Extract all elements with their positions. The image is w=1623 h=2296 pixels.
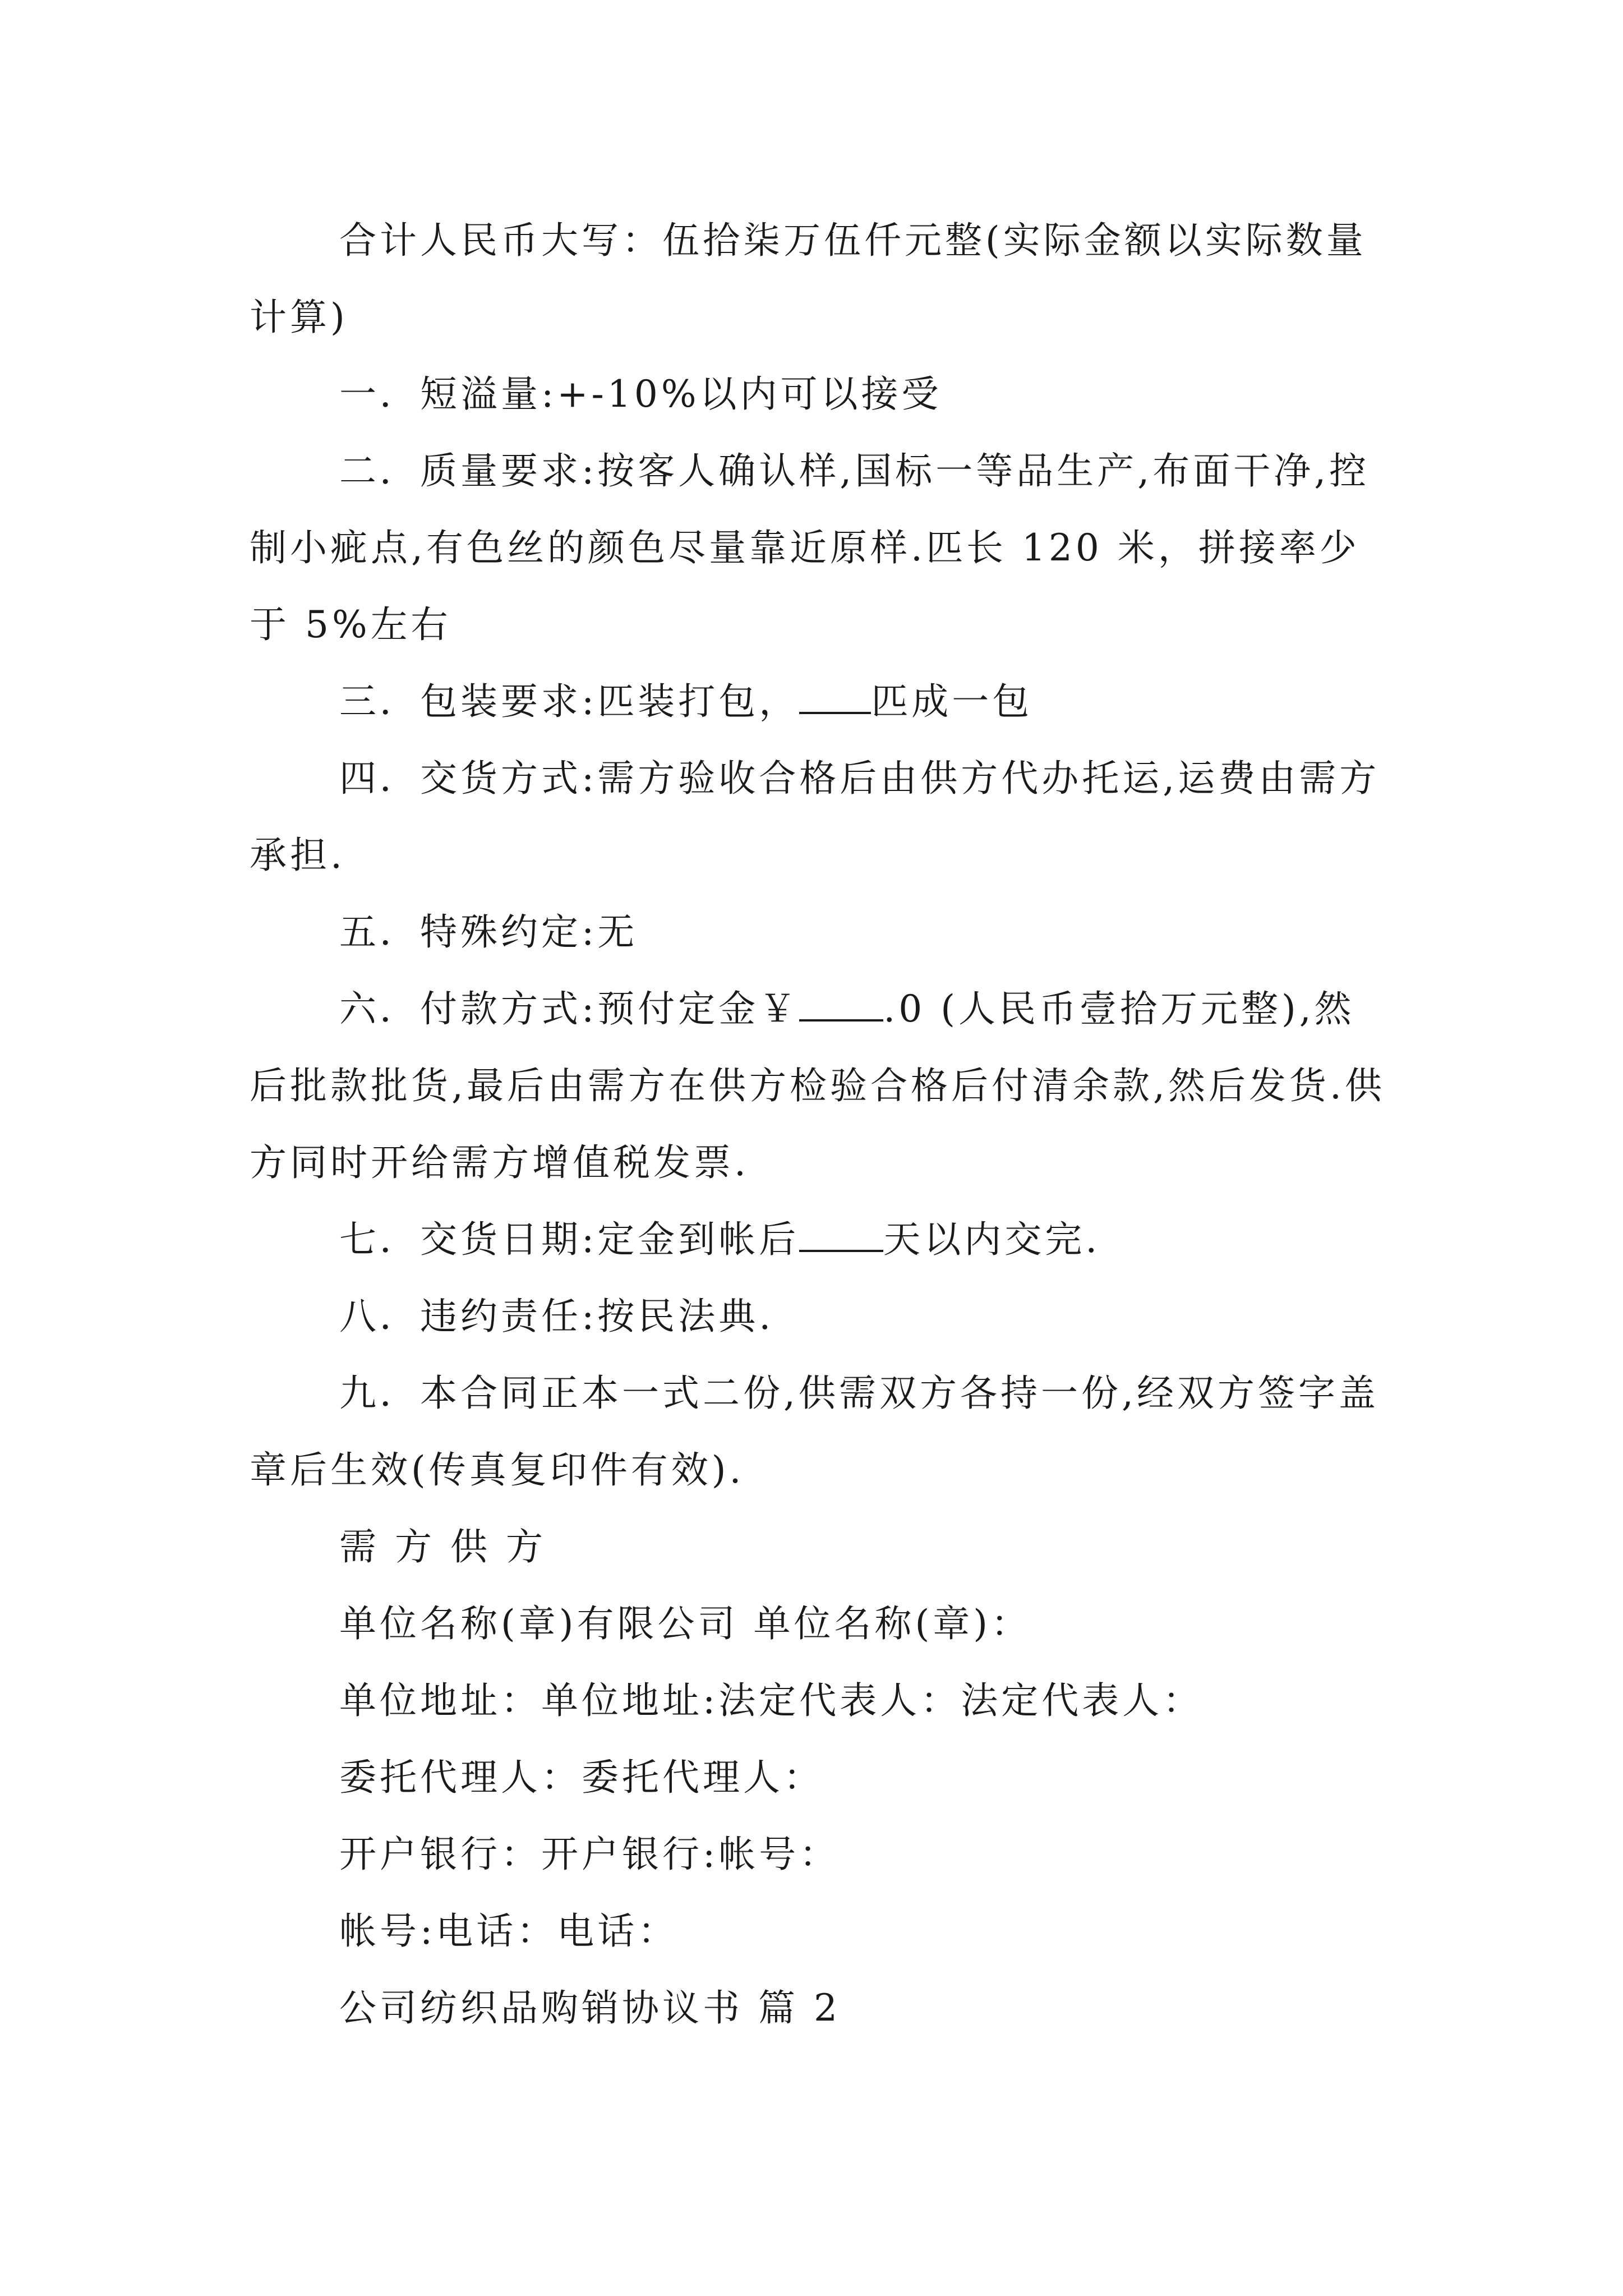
clause-packaging xyxy=(250,663,1394,740)
blank-line xyxy=(799,1216,883,1252)
clause-quality: 二．质量要求:按客人确认样,国标一等品生产,布面干净,控制小疵点,有色丝的颜色尽量靠近原样.匹长 120 米，拼接率少于 5%左右 xyxy=(250,449,1370,646)
parties-heading: 需 方 供 方 xyxy=(339,1525,546,1568)
clause-packaging-pre: 三．包装要求:匹装打包， xyxy=(339,680,800,723)
phone-line: 帐号:电话：电话： xyxy=(339,1910,679,1953)
contract-body xyxy=(250,202,1394,2046)
clause-packaging-post: 匹成一包 xyxy=(871,680,1033,723)
total-amount-paragraph: 合计人民币大写：伍拾柒万伍仟元整(实际金额以实际数量计算) xyxy=(250,219,1367,339)
address-representative-line: 单位地址：单位地址:法定代表人：法定代表人： xyxy=(339,1679,1204,1722)
next-section-title: 公司纺织品购销协议书 篇 2 xyxy=(339,1986,841,2030)
unit-name-line: 单位名称(章)有限公司 单位名称(章)： xyxy=(339,1602,1031,1645)
clause-delivery-date-pre: 七．交货日期:定金到帐后 xyxy=(339,1218,800,1261)
bank-line: 开户银行：开户银行:帐号： xyxy=(339,1833,840,1876)
clause-payment-pre: 六．付款方式:预付定金￥ xyxy=(339,987,800,1030)
agent-line: 委托代理人：委托代理人： xyxy=(339,1756,824,1799)
clause-special: 五．特殊约定:无 xyxy=(339,910,638,954)
clause-delivery-method: 四．交货方式:需方验收合格后由供方代办托运,运费由需方承担. xyxy=(250,757,1380,877)
clause-delivery-date-post: 天以内交完. xyxy=(883,1218,1101,1261)
clause-payment-post: .0 (人民币壹拾万元整),然后批款批货,最后由需方在供方检验合格后付清余款,然后发货.供方同时开给需方增值税发票. xyxy=(250,987,1385,1184)
blank-line xyxy=(799,678,871,714)
clause-delivery-date xyxy=(250,1201,1394,1278)
clause-overflow: 一．短溢量:+-10%以内可以接受 xyxy=(339,372,942,416)
clause-copies: 九．本合同正本一式二份,供需双方各持一份,经双方签字盖章后生效(传真复印件有效). xyxy=(250,1372,1379,1492)
blank-line xyxy=(799,986,883,1022)
clause-liability: 八．违约责任:按民法典. xyxy=(339,1295,774,1338)
clause-payment xyxy=(250,970,1394,1201)
